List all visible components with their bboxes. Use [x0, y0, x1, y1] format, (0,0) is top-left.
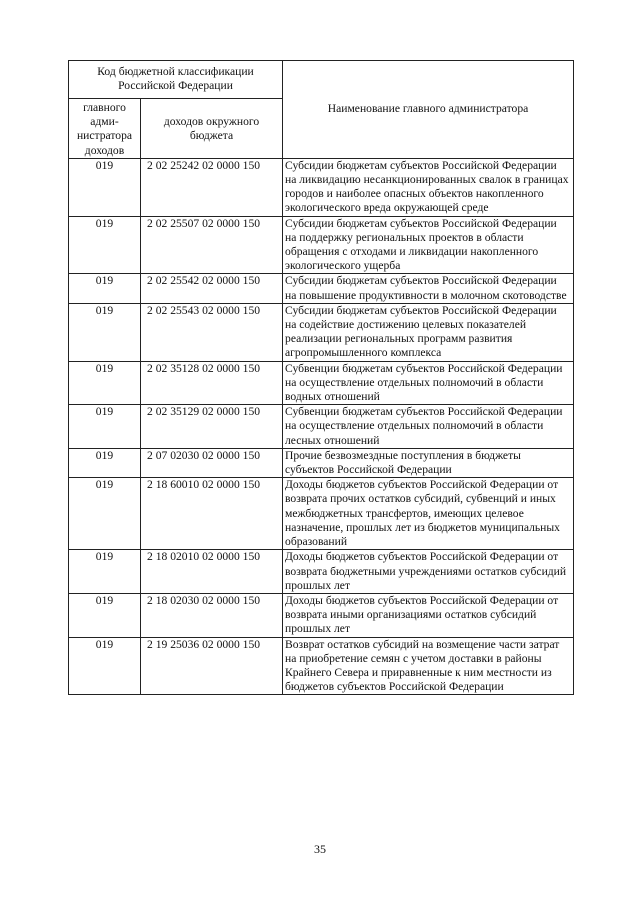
- table-row: [69, 405, 574, 449]
- admin-name-cell: Доходы бюджетов субъектов Российской Федерации от возврата прочих остатков субсидий, субвенций и иных межбюджетных трансфертов, имеющих целевое назначение, прошлых лет из бюджетов муниципальных образований: [283, 478, 574, 550]
- table-row: [69, 448, 574, 477]
- table-row: [69, 303, 574, 361]
- table-row: [69, 637, 574, 695]
- income-code-cell: 2 02 35129 02 0000 150: [141, 405, 283, 449]
- admin-code-cell: 019: [69, 216, 141, 274]
- income-code-cell: 2 02 25542 02 0000 150: [141, 274, 283, 303]
- admin-code-cell: 019: [69, 274, 141, 303]
- income-code-cell: 2 02 25543 02 0000 150: [141, 303, 283, 361]
- admin-code-cell: 019: [69, 448, 141, 477]
- income-code-cell: 2 19 25036 02 0000 150: [141, 637, 283, 695]
- admin-name-cell: Прочие безвозмездные поступления в бюджеты субъектов Российской Федерации: [283, 448, 574, 477]
- admin-code-cell: 019: [69, 303, 141, 361]
- income-code-cell: 2 18 02010 02 0000 150: [141, 550, 283, 594]
- admin-name-cell: Субсидии бюджетам субъектов Российской Федерации на содействие достижению целевых показателей реализации региональных программ развития агропромышленного комплекса: [283, 303, 574, 361]
- income-code-cell: 2 02 25507 02 0000 150: [141, 216, 283, 274]
- admin-code-cell: 019: [69, 550, 141, 594]
- admin-name-cell: Субсидии бюджетам субъектов Российской Федерации на повышение продуктивности в молочном скотоводстве: [283, 274, 574, 303]
- page-number: 35: [314, 842, 326, 856]
- budget-classification-table: [68, 60, 574, 695]
- table-row: [69, 550, 574, 594]
- admin-name-cell: Субвенции бюджетам субъектов Российской Федерации на осуществление отдельных полномочий в области водных отношений: [283, 361, 574, 405]
- header-group-title: Код бюджетной классификации Российской Федерации: [69, 61, 283, 99]
- admin-name-cell: Субсидии бюджетам субъектов Российской Федерации на поддержку региональных проектов в области обращения с отходами и ликвидации накопленного экологического ущерба: [283, 216, 574, 274]
- admin-code-cell: 019: [69, 478, 141, 550]
- income-code-cell: 2 18 02030 02 0000 150: [141, 593, 283, 637]
- header-income-code: доходов окружного бюджета: [141, 99, 283, 159]
- income-code-cell: 2 02 25242 02 0000 150: [141, 158, 283, 216]
- header-admin-name: Наименование главного администратора: [283, 61, 574, 159]
- income-code-cell: 2 18 60010 02 0000 150: [141, 478, 283, 550]
- header-admin-code: главного адми-нистратора доходов: [69, 99, 141, 159]
- admin-name-cell: Возврат остатков субсидий на возмещение части затрат на приобретение семян с учетом доставки в районы Крайнего Севера и приравненные к ним местности из бюджетов субъектов Российской Федерации: [283, 637, 574, 695]
- income-code-cell: 2 02 35128 02 0000 150: [141, 361, 283, 405]
- admin-code-cell: 019: [69, 405, 141, 449]
- table-row: [69, 361, 574, 405]
- admin-name-cell: Субвенции бюджетам субъектов Российской Федерации на осуществление отдельных полномочий в области лесных отношений: [283, 405, 574, 449]
- table-row: [69, 274, 574, 303]
- admin-code-cell: 019: [69, 637, 141, 695]
- table-row: [69, 158, 574, 216]
- admin-name-cell: Субсидии бюджетам субъектов Российской Федерации на ликвидацию несанкционированных свалок в границах городов и наиболее опасных объектов накопленного экологического вреда окружающей среде: [283, 158, 574, 216]
- admin-name-cell: Доходы бюджетов субъектов Российской Федерации от возврата бюджетными учреждениями остатков субсидий прошлых лет: [283, 550, 574, 594]
- admin-code-cell: 019: [69, 361, 141, 405]
- income-code-cell: 2 07 02030 02 0000 150: [141, 448, 283, 477]
- table-row: [69, 593, 574, 637]
- admin-code-cell: 019: [69, 593, 141, 637]
- table-row: [69, 478, 574, 550]
- admin-code-cell: 019: [69, 158, 141, 216]
- table-row: [69, 216, 574, 274]
- admin-name-cell: Доходы бюджетов субъектов Российской Федерации от возврата иными организациями остатков субсидий прошлых лет: [283, 593, 574, 637]
